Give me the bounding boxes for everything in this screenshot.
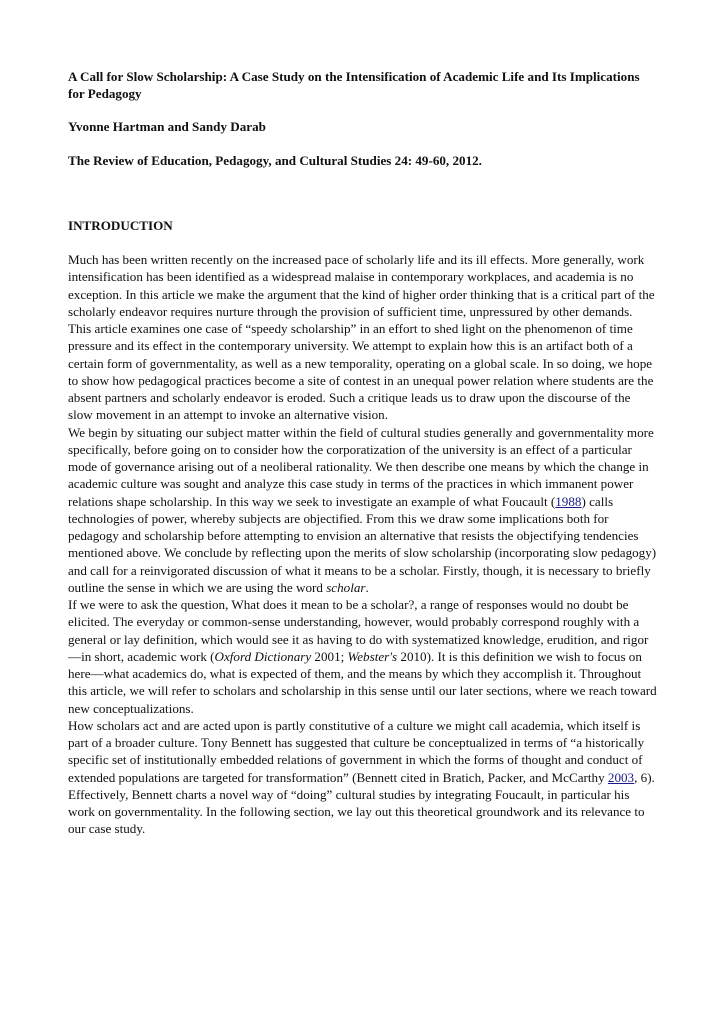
introduction-body — [68, 251, 658, 838]
paragraph-3-text-b: 2001; — [311, 648, 348, 664]
section-heading-introduction: INTRODUCTION — [68, 217, 173, 233]
paragraph-4-text-b: , 6). Effectively, Bennett charts a novel way of “doing” cultural studies by integrating Foucault, in particular his work on governmentality. In the following section, we lay out this theoretical groundwork and its relevance to our case study. — [68, 769, 655, 837]
italic-term-scholar: scholar — [326, 579, 366, 595]
article-citation: The Review of Education, Pedagogy, and Cultural Studies 24: 49-60, 2012. — [68, 152, 482, 168]
paragraph-2-text-c: . — [365, 579, 369, 595]
paragraph-4 — [68, 717, 658, 838]
paragraph-2 — [68, 424, 658, 597]
paragraph-3 — [68, 596, 658, 717]
italic-oxford-dictionary: Oxford Dictionary — [214, 648, 312, 664]
article-authors: Yvonne Hartman and Sandy Darab — [68, 119, 266, 135]
paragraph-2-text-b: ) calls technologies of power, whereby subjects are objectified. From this we draw some implications both for pedagogy and scholarship before attempting to envision an alternative that resists the objectifying tendencies mentioned above. We conclude by reflecting upon the merits of slow scholarship (incorporating slow pedagogy) and call for a reinvigorated discussion of what it means to be a scholar. Firstly, though, it is necessary to briefly outline the sense in which we are using the word — [68, 493, 657, 595]
document-page — [68, 68, 658, 838]
paragraph-3-text-a: If we were to ask the question, What does it mean to be a scholar?, a range of responses would no doubt be elicited. The everyday or common-sense understanding, however, would probably correspond roughly with a general or lay definition, which would see it as having to do with systematized knowledge, erudition, and rigor—in short, academic work ( — [68, 597, 649, 664]
paragraph-2-text-a: We begin by situating our subject matter within the field of cultural studies generally and governmentality more specifically, before going on to consider how the corporatization of the university is an effect of a particular mode of governance arising out of a neoliberal rationality. We then describe one means by which the change in academic culture was sought and analyze this case study in terms of the practices in which immanent power relations shape scholarship. In this way we seek to investigate an example of what Foucault ( — [68, 424, 654, 509]
reference-link-bratich-2003[interactable]: 2003 — [607, 769, 635, 785]
paragraph-1: Much has been written recently on the increased pace of scholarly life and its ill effects. More generally, work intensification has been identified as a widespread malaise in contemporary workplaces, and academia is no exception. In this article we make the argument that the kind of higher order thinking that is a critical part of the scholarly endeavor requires nurture through the provision of sufficient time, unpressured by other demands. This article examines one case of “speedy scholarship” in an effort to shed light on the phenomenon of time pressure and its effect in the contemporary university. We attempt to explain how this is an artifact both of a certain form of governmentality, as well as a new temporality, operating on a global scale. In so doing, we hope to show how pedagogical practices become a site of contest in an unequal power relation where students are the absent partners and scholarly endeavor is eroded. Such a critique leads us to draw upon the discourse of the slow movement in an attempt to invoke an alternative vision. — [68, 252, 655, 423]
italic-websters: Webster's — [347, 648, 398, 664]
paragraph-4-text-a: How scholars act and are acted upon is partly constitutive of a culture we might call academia, which itself is part of a broader culture. Tony Bennett has suggested that culture be conceptualized in terms of “a historically specific set of institutionally embedded relations of government in which the forms of thought and conduct of extended populations are targeted for transformation” (Bennett cited in Bratich, Packer, and McCarthy — [68, 717, 645, 785]
reference-link-foucault-1988[interactable]: 1988 — [555, 493, 582, 509]
paragraph-3-text-c: 2010). It is this definition we wish to focus on here—what academics do, what is expected of them, and the means by which they accomplish it. Throughout this article, we will refer to scholars and scholarship in this sense until our later sections, where we reach toward new conceptualizations. — [68, 648, 657, 716]
article-title: A Call for Slow Scholarship: A Case Study on the Intensification of Academic Life and Its Implications for Pedagogy — [68, 69, 640, 102]
